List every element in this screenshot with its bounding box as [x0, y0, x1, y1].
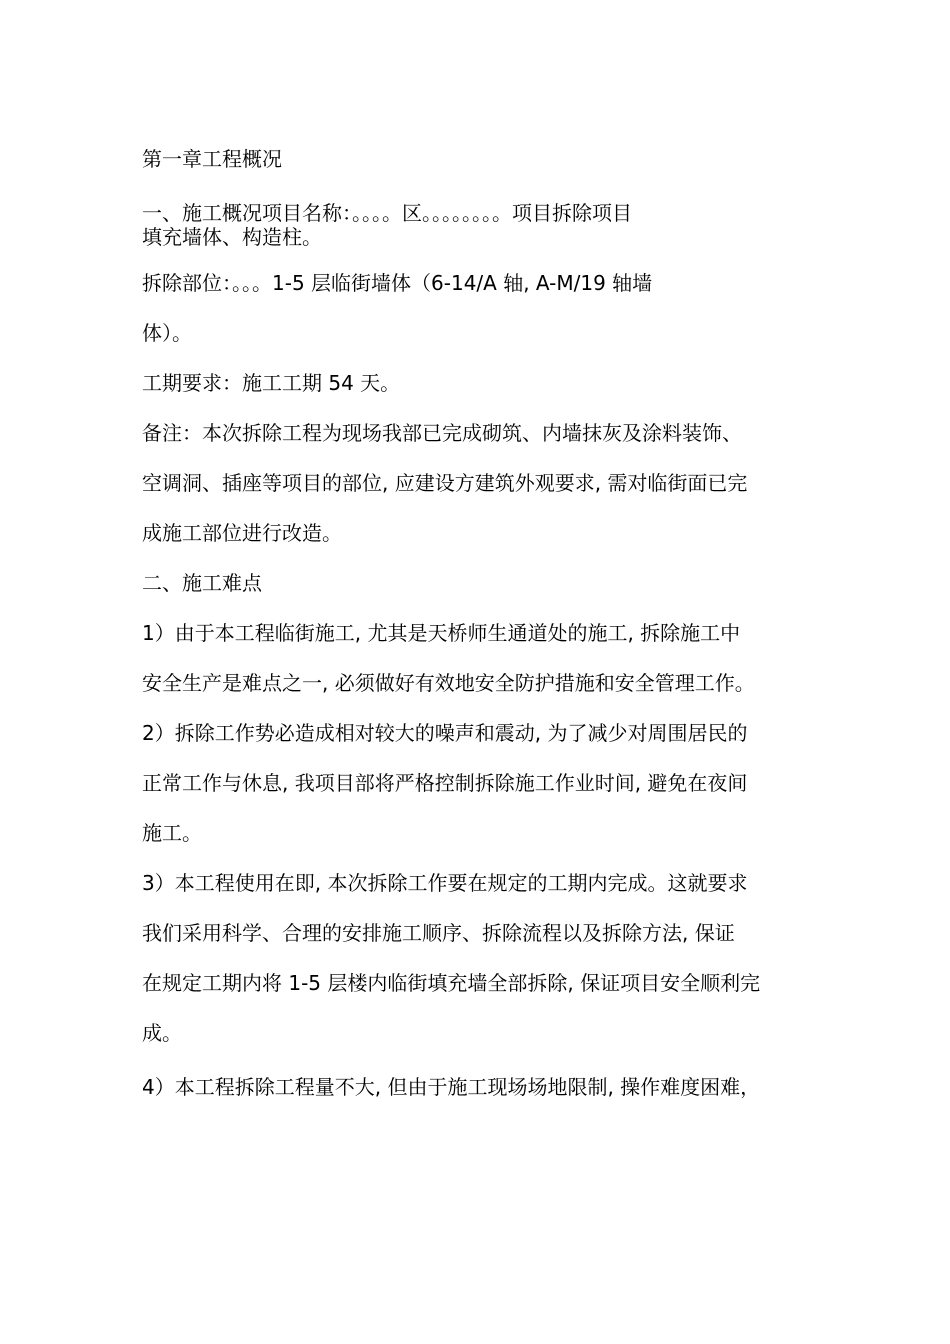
project-overview — [142, 200, 798, 248]
difficulty-line: 施工。 — [142, 821, 202, 845]
section-title-difficulties: 二、施工难点 — [142, 571, 262, 595]
demolition-location-line: 拆除部位：。。。1-5 层临街墙体（6-14/A 轴, A-M/19 轴墙 — [142, 271, 653, 295]
difficulty-point-2 — [142, 720, 798, 846]
remark-paragraph — [142, 420, 798, 546]
document-body — [142, 146, 798, 1100]
project-overview-line: 填充墙体、构造柱。 — [142, 225, 322, 249]
difficulty-point-4 — [142, 1074, 798, 1100]
demolition-location — [142, 270, 798, 346]
demolition-location-line: 体）。 — [142, 321, 192, 345]
difficulty-line: 我们采用科学、合理的安排施工顺序、拆除流程以及拆除方法, 保证 — [142, 921, 735, 945]
difficulty-line: 在规定工期内将 1-5 层楼内临街填充墙全部拆除, 保证项目安全顺利完 — [142, 971, 761, 995]
difficulty-line: 成。 — [142, 1021, 182, 1045]
remark-line: 空调洞、插座等项目的部位, 应建设方建筑外观要求, 需对临街面已完 — [142, 471, 748, 495]
difficulty-line: 正常工作与休息, 我项目部将严格控制拆除施工作业时间, 避免在夜间 — [142, 771, 748, 795]
difficulty-line: 3）本工程使用在即, 本次拆除工作要在规定的工期内完成。这就要求 — [142, 871, 748, 895]
remark-line: 成施工部位进行改造。 — [142, 521, 342, 545]
schedule-requirement: 工期要求：施工工期 54 天。 — [142, 371, 401, 395]
difficulty-line: 安全生产是难点之一, 必须做好有效地安全防护措施和安全管理工作。 — [142, 671, 755, 695]
difficulty-line: 1）由于本工程临街施工, 尤其是天桥师生通道处的施工, 拆除施工中 — [142, 621, 741, 645]
remark-line: 备注：本次拆除工程为现场我部已完成砌筑、内墙抹灰及涂料装饰、 — [142, 421, 742, 445]
difficulty-line: 4）本工程拆除工程量不大, 但由于施工现场场地限制, 操作难度困难， — [142, 1075, 761, 1099]
project-overview-line: 一、施工概况项目名称：。。。。区。。。。。。。。项目拆除项目 — [142, 201, 632, 225]
difficulty-point-3 — [142, 870, 798, 1046]
difficulty-point-1 — [142, 620, 798, 696]
difficulty-line: 2）拆除工作势必造成相对较大的噪声和震动, 为了减少对周围居民的 — [142, 721, 748, 745]
chapter-title: 第一章工程概况 — [142, 147, 282, 171]
